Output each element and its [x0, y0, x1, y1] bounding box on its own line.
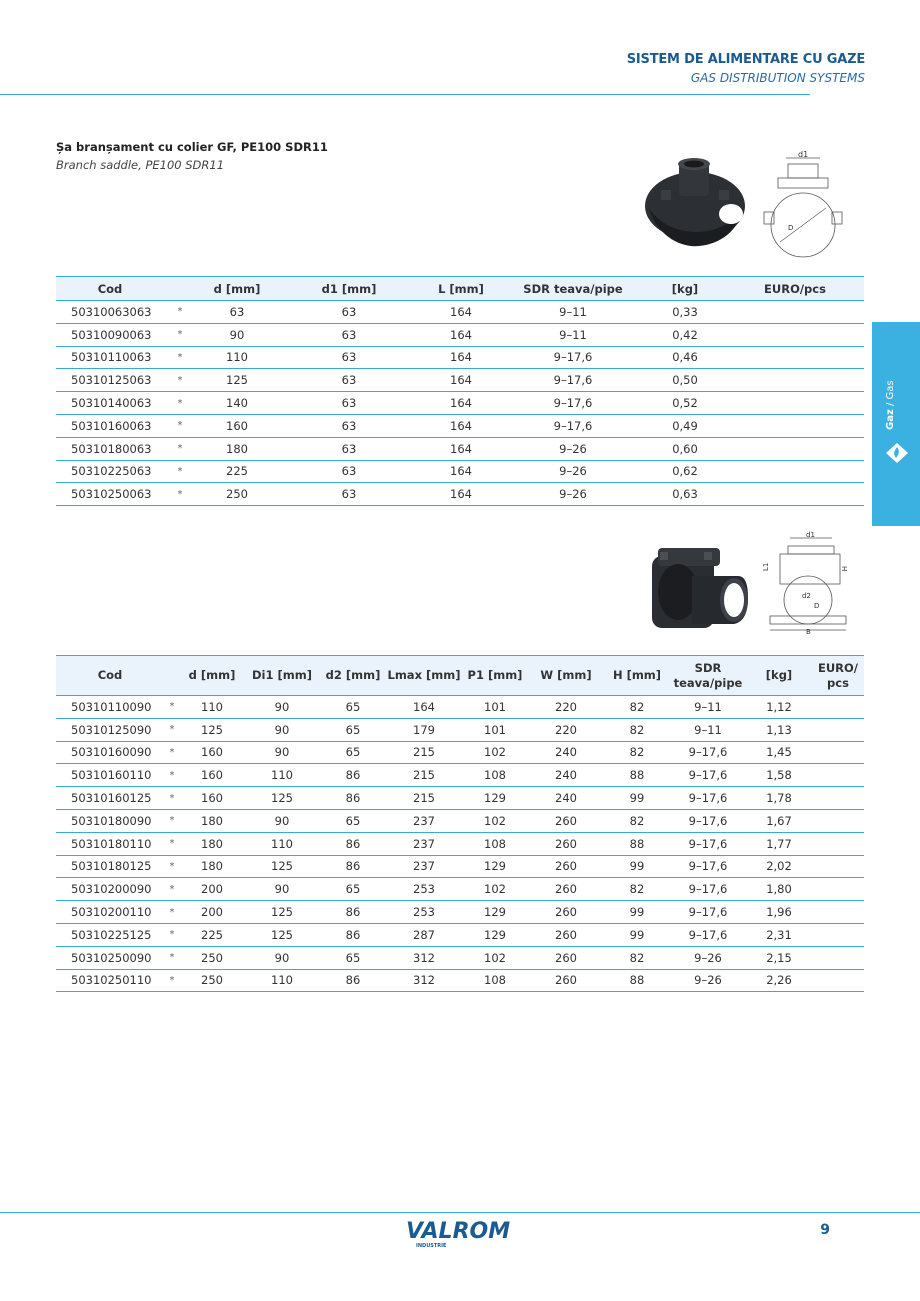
side-tab-gas[interactable] — [872, 322, 920, 526]
product-code-cell: 50310250110 — [56, 969, 164, 992]
svg-text:d2: d2 — [802, 592, 811, 600]
col-header: SDR teava/pipe — [502, 277, 644, 301]
table-cell: 9–11 — [502, 301, 644, 324]
valrom-logo — [406, 1214, 516, 1250]
table-cell: 102 — [462, 809, 528, 832]
table-cell: 86 — [320, 969, 386, 992]
table-row — [56, 923, 864, 946]
table-cell: 9–26 — [502, 483, 644, 506]
table-cell: 86 — [320, 923, 386, 946]
col-header: EURO/ pcs — [812, 656, 864, 696]
table-cell: 110 — [244, 764, 320, 787]
table-cell: * — [164, 855, 180, 878]
table-cell: 65 — [320, 946, 386, 969]
table-cell: * — [164, 878, 180, 901]
table-cell: 260 — [528, 855, 604, 878]
table-cell: 260 — [528, 878, 604, 901]
table-cell: 160 — [196, 414, 278, 437]
table-cell — [812, 969, 864, 992]
table-cell: 9–11 — [502, 323, 644, 346]
table-cell: 129 — [462, 787, 528, 810]
table-cell: 160 — [180, 741, 244, 764]
table-cell: 250 — [180, 946, 244, 969]
table-cell: 240 — [528, 787, 604, 810]
table-cell: 90 — [196, 323, 278, 346]
table-cell: 0,60 — [644, 437, 726, 460]
col-header: [kg] — [746, 656, 812, 696]
table-cell: * — [164, 414, 196, 437]
table-cell: 164 — [420, 346, 502, 369]
table-cell: 86 — [320, 764, 386, 787]
table-cell: 90 — [244, 809, 320, 832]
table-cell: 0,63 — [644, 483, 726, 506]
table-cell: 1,58 — [746, 764, 812, 787]
col-header: d1 [mm] — [278, 277, 420, 301]
table-cell: 82 — [604, 946, 670, 969]
branch-saddle-diagram — [758, 150, 848, 262]
product-code-cell: 50310160063 — [56, 414, 164, 437]
table-cell: 1,77 — [746, 832, 812, 855]
table-cell: 63 — [278, 460, 420, 483]
table-cell: 260 — [528, 946, 604, 969]
table-cell: 260 — [528, 923, 604, 946]
section1-subtitle: Branch saddle, PE100 SDR11 — [56, 158, 225, 172]
table-cell: 164 — [420, 460, 502, 483]
table-cell: 0,49 — [644, 414, 726, 437]
table-cell: 102 — [462, 741, 528, 764]
table-cell: * — [164, 969, 180, 992]
svg-text:VALROM: VALROM — [406, 1219, 511, 1244]
table-cell: 90 — [244, 741, 320, 764]
table-cell: 164 — [420, 483, 502, 506]
table-cell: 110 — [244, 969, 320, 992]
table-row — [56, 369, 864, 392]
table-cell: * — [164, 718, 180, 741]
svg-text:INDUSTRIE: INDUSTRIE — [416, 1243, 447, 1249]
table-cell: 82 — [604, 878, 670, 901]
table-row — [56, 483, 864, 506]
table-cell: 9–17,6 — [502, 414, 644, 437]
col-header: Cod — [56, 277, 164, 301]
table-cell: 2,26 — [746, 969, 812, 992]
table-cell: 287 — [386, 923, 462, 946]
col-header: L [mm] — [420, 277, 502, 301]
table-cell: 260 — [528, 832, 604, 855]
table-cell: 220 — [528, 696, 604, 719]
table-cell: 125 — [244, 901, 320, 924]
table-cell: 125 — [180, 718, 244, 741]
product-code-cell: 50310160090 — [56, 741, 164, 764]
table-cell: 180 — [180, 855, 244, 878]
branch-saddle-table — [56, 276, 864, 506]
product-code-cell: 50310160110 — [56, 764, 164, 787]
table-cell: 125 — [196, 369, 278, 392]
table-cell: 237 — [386, 855, 462, 878]
table-cell: * — [164, 392, 196, 415]
tapping-tee-table — [56, 655, 864, 992]
table-cell: 180 — [180, 832, 244, 855]
table-cell: 9–17,6 — [670, 764, 746, 787]
table-cell: 140 — [196, 392, 278, 415]
table-cell: 164 — [420, 301, 502, 324]
svg-text:H: H — [840, 566, 848, 572]
table-cell: 1,12 — [746, 696, 812, 719]
table-cell: * — [164, 832, 180, 855]
table-cell: 9–17,6 — [502, 369, 644, 392]
col-header — [164, 656, 180, 696]
table-cell: 9–11 — [670, 718, 746, 741]
table-cell: 101 — [462, 718, 528, 741]
table-row — [56, 414, 864, 437]
table-cell: 102 — [462, 878, 528, 901]
page-number: 9 — [820, 1222, 830, 1238]
flame-drop-icon — [884, 442, 910, 464]
table-cell: 129 — [462, 923, 528, 946]
table-cell: * — [164, 787, 180, 810]
table-cell: 0,33 — [644, 301, 726, 324]
product-code-cell: 50310180063 — [56, 437, 164, 460]
table-cell: 164 — [420, 437, 502, 460]
table-cell: 9–26 — [502, 460, 644, 483]
table-row — [56, 392, 864, 415]
table-cell: 9–17,6 — [670, 923, 746, 946]
table-cell: 0,52 — [644, 392, 726, 415]
table-cell: 88 — [604, 969, 670, 992]
table-cell: 1,80 — [746, 878, 812, 901]
table-cell: 65 — [320, 696, 386, 719]
table-cell — [726, 392, 864, 415]
table-cell — [726, 414, 864, 437]
table-cell: 90 — [244, 718, 320, 741]
table-cell: 63 — [278, 483, 420, 506]
table-cell: 99 — [604, 855, 670, 878]
table-cell: 180 — [180, 809, 244, 832]
table-cell: 164 — [386, 696, 462, 719]
table-cell — [812, 923, 864, 946]
table-cell — [812, 855, 864, 878]
table-cell — [812, 764, 864, 787]
table-cell: 1,67 — [746, 809, 812, 832]
table-cell: * — [164, 696, 180, 719]
col-header: H [mm] — [604, 656, 670, 696]
table-cell — [726, 323, 864, 346]
table-cell — [726, 301, 864, 324]
product-code-cell: 50310125063 — [56, 369, 164, 392]
table-cell: 82 — [604, 696, 670, 719]
col-header: Cod — [56, 656, 164, 696]
table-row — [56, 787, 864, 810]
col-header: d [mm] — [180, 656, 244, 696]
table-cell: 102 — [462, 946, 528, 969]
col-header: [kg] — [644, 277, 726, 301]
table-row — [56, 969, 864, 992]
side-tab-label: Gaz / Gas — [885, 380, 896, 430]
table-cell: 101 — [462, 696, 528, 719]
table-cell — [726, 346, 864, 369]
table-cell: 260 — [528, 901, 604, 924]
table-cell: * — [164, 946, 180, 969]
col-header: Lmax [mm] — [386, 656, 462, 696]
table-cell: 65 — [320, 741, 386, 764]
table-cell: 164 — [420, 392, 502, 415]
table-cell: 9–17,6 — [670, 901, 746, 924]
table-cell: 312 — [386, 946, 462, 969]
table-row — [56, 460, 864, 483]
table-cell — [812, 901, 864, 924]
table-cell: 240 — [528, 741, 604, 764]
table-cell: 110 — [244, 832, 320, 855]
table-cell: 312 — [386, 969, 462, 992]
table-cell: * — [164, 923, 180, 946]
table-row — [56, 346, 864, 369]
col-header — [164, 277, 196, 301]
table-row — [56, 301, 864, 324]
footer-divider — [0, 1212, 920, 1213]
table-cell: 1,45 — [746, 741, 812, 764]
product-code-cell: 50310180090 — [56, 809, 164, 832]
table-row — [56, 741, 864, 764]
table-cell: 129 — [462, 855, 528, 878]
table-cell: 237 — [386, 809, 462, 832]
table-cell — [812, 718, 864, 741]
table-cell: 108 — [462, 832, 528, 855]
table-cell: 0,42 — [644, 323, 726, 346]
table-cell: 9–17,6 — [670, 741, 746, 764]
product-code-cell: 50310225063 — [56, 460, 164, 483]
product-code-cell: 50310250090 — [56, 946, 164, 969]
table-header-row — [56, 277, 864, 301]
table-cell: 9–26 — [502, 437, 644, 460]
table-cell — [726, 369, 864, 392]
product-code-cell: 50310090063 — [56, 323, 164, 346]
table-cell: 99 — [604, 787, 670, 810]
table-row — [56, 718, 864, 741]
col-header: SDR teava/pipe — [670, 656, 746, 696]
table-cell: 1,13 — [746, 718, 812, 741]
table-cell: 125 — [244, 855, 320, 878]
table-cell: 125 — [244, 923, 320, 946]
table-cell: 164 — [420, 323, 502, 346]
table-cell: 88 — [604, 832, 670, 855]
table-cell: * — [164, 460, 196, 483]
table-cell: 63 — [278, 346, 420, 369]
table-cell: 2,15 — [746, 946, 812, 969]
table-cell: 160 — [180, 787, 244, 810]
table-cell: 179 — [386, 718, 462, 741]
branch-saddle-photo — [643, 150, 747, 260]
table-cell: 164 — [420, 414, 502, 437]
product-code-cell: 50310125090 — [56, 718, 164, 741]
table-cell: 9–17,6 — [670, 878, 746, 901]
product-code-cell: 50310250063 — [56, 483, 164, 506]
table-cell: 9–11 — [670, 696, 746, 719]
table-cell: 129 — [462, 901, 528, 924]
table-cell: 9–17,6 — [670, 832, 746, 855]
table-cell: 90 — [244, 946, 320, 969]
table-cell: * — [164, 764, 180, 787]
table-cell: 90 — [244, 878, 320, 901]
table-cell: 110 — [196, 346, 278, 369]
table-cell — [726, 483, 864, 506]
table-cell: 63 — [278, 414, 420, 437]
table-cell: 240 — [528, 764, 604, 787]
table-cell: 82 — [604, 809, 670, 832]
product-code-cell: 50310063063 — [56, 301, 164, 324]
table-cell: 63 — [278, 323, 420, 346]
table-cell: * — [164, 346, 196, 369]
tapping-tee-photo — [648, 542, 750, 636]
table-cell: 9–17,6 — [502, 346, 644, 369]
table-cell: 164 — [420, 369, 502, 392]
product-code-cell: 50310160125 — [56, 787, 164, 810]
table-cell: 63 — [278, 369, 420, 392]
table-cell: 215 — [386, 764, 462, 787]
table-cell: 237 — [386, 832, 462, 855]
table-header-row — [56, 656, 864, 696]
table-cell: 215 — [386, 787, 462, 810]
table-cell: 82 — [604, 741, 670, 764]
table-cell: 9–26 — [670, 946, 746, 969]
product-code-cell: 50310140063 — [56, 392, 164, 415]
table-cell: * — [164, 437, 196, 460]
table-cell: 65 — [320, 718, 386, 741]
col-header: d [mm] — [196, 277, 278, 301]
table-cell: * — [164, 901, 180, 924]
table-row — [56, 878, 864, 901]
svg-text:D: D — [814, 602, 820, 610]
product-code-cell: 50310200090 — [56, 878, 164, 901]
table-cell — [812, 809, 864, 832]
table-cell: 65 — [320, 809, 386, 832]
table-row — [56, 855, 864, 878]
svg-text:B: B — [806, 628, 811, 636]
table-row — [56, 946, 864, 969]
table-cell: 200 — [180, 878, 244, 901]
header-subtitle: GAS DISTRIBUTION SYSTEMS — [690, 71, 865, 85]
table-cell — [812, 741, 864, 764]
table-cell: * — [164, 809, 180, 832]
table-cell — [812, 832, 864, 855]
table-cell: 99 — [604, 923, 670, 946]
table-cell: 9–17,6 — [502, 392, 644, 415]
diagram-label-D: D — [788, 224, 794, 232]
table-cell: 1,78 — [746, 787, 812, 810]
section1-title: Șa branșament cu colier GF, PE100 SDR11 — [56, 140, 328, 154]
table-cell: 99 — [604, 901, 670, 924]
table-cell: 82 — [604, 718, 670, 741]
table-cell: 1,96 — [746, 901, 812, 924]
table-cell: 63 — [278, 392, 420, 415]
table-cell: 225 — [180, 923, 244, 946]
tapping-tee-diagram — [758, 530, 854, 636]
table-row — [56, 832, 864, 855]
product-code-cell: 50310225125 — [56, 923, 164, 946]
table-cell: 65 — [320, 878, 386, 901]
table-cell: 63 — [278, 301, 420, 324]
table-cell: 215 — [386, 741, 462, 764]
table-cell: 253 — [386, 878, 462, 901]
table-cell: 260 — [528, 809, 604, 832]
product-code-cell: 50310200110 — [56, 901, 164, 924]
table-cell: * — [164, 301, 196, 324]
table-row — [56, 764, 864, 787]
table-cell: 220 — [528, 718, 604, 741]
table-cell: 86 — [320, 787, 386, 810]
table-cell: 86 — [320, 832, 386, 855]
table-cell: 9–17,6 — [670, 787, 746, 810]
table-cell: * — [164, 323, 196, 346]
table-cell — [812, 787, 864, 810]
table-cell: 108 — [462, 969, 528, 992]
col-header: d2 [mm] — [320, 656, 386, 696]
table-cell: 0,62 — [644, 460, 726, 483]
table-row — [56, 437, 864, 460]
svg-text:d1: d1 — [806, 531, 815, 539]
table-cell: 0,46 — [644, 346, 726, 369]
table-cell: 108 — [462, 764, 528, 787]
svg-text:L1: L1 — [762, 562, 770, 571]
table-cell — [812, 696, 864, 719]
table-cell: 200 — [180, 901, 244, 924]
table-cell: 110 — [180, 696, 244, 719]
product-code-cell: 50310180110 — [56, 832, 164, 855]
table-cell: 0,50 — [644, 369, 726, 392]
product-code-cell: 50310110063 — [56, 346, 164, 369]
col-header: Di1 [mm] — [244, 656, 320, 696]
table-cell — [726, 437, 864, 460]
table-cell: 90 — [244, 696, 320, 719]
table-cell: 250 — [196, 483, 278, 506]
table-cell — [812, 946, 864, 969]
table-cell: 63 — [278, 437, 420, 460]
table-cell — [812, 878, 864, 901]
table-cell: * — [164, 483, 196, 506]
table-row — [56, 323, 864, 346]
col-header: W [mm] — [528, 656, 604, 696]
table-cell: 88 — [604, 764, 670, 787]
header-title: SISTEM DE ALIMENTARE CU GAZE — [626, 52, 865, 67]
header-divider — [0, 94, 810, 95]
table-row — [56, 696, 864, 719]
table-row — [56, 809, 864, 832]
table-cell: 9–26 — [670, 969, 746, 992]
table-cell: 9–17,6 — [670, 809, 746, 832]
table-cell: 260 — [528, 969, 604, 992]
table-cell: 63 — [196, 301, 278, 324]
table-cell: 86 — [320, 855, 386, 878]
table-cell: 180 — [196, 437, 278, 460]
table-cell: * — [164, 741, 180, 764]
product-code-cell: 50310180125 — [56, 855, 164, 878]
diagram-label-d1: d1 — [798, 150, 809, 159]
table-cell: 250 — [180, 969, 244, 992]
table-cell: 160 — [180, 764, 244, 787]
table-cell: 9–17,6 — [670, 855, 746, 878]
product-code-cell: 50310110090 — [56, 696, 164, 719]
col-header: P1 [mm] — [462, 656, 528, 696]
table-cell: 225 — [196, 460, 278, 483]
table-cell: 86 — [320, 901, 386, 924]
table-cell: 253 — [386, 901, 462, 924]
table-cell: 2,02 — [746, 855, 812, 878]
table-cell: 125 — [244, 787, 320, 810]
table-cell: * — [164, 369, 196, 392]
col-header: EURO/pcs — [726, 277, 864, 301]
table-row — [56, 901, 864, 924]
table-cell: 2,31 — [746, 923, 812, 946]
table-cell — [726, 460, 864, 483]
